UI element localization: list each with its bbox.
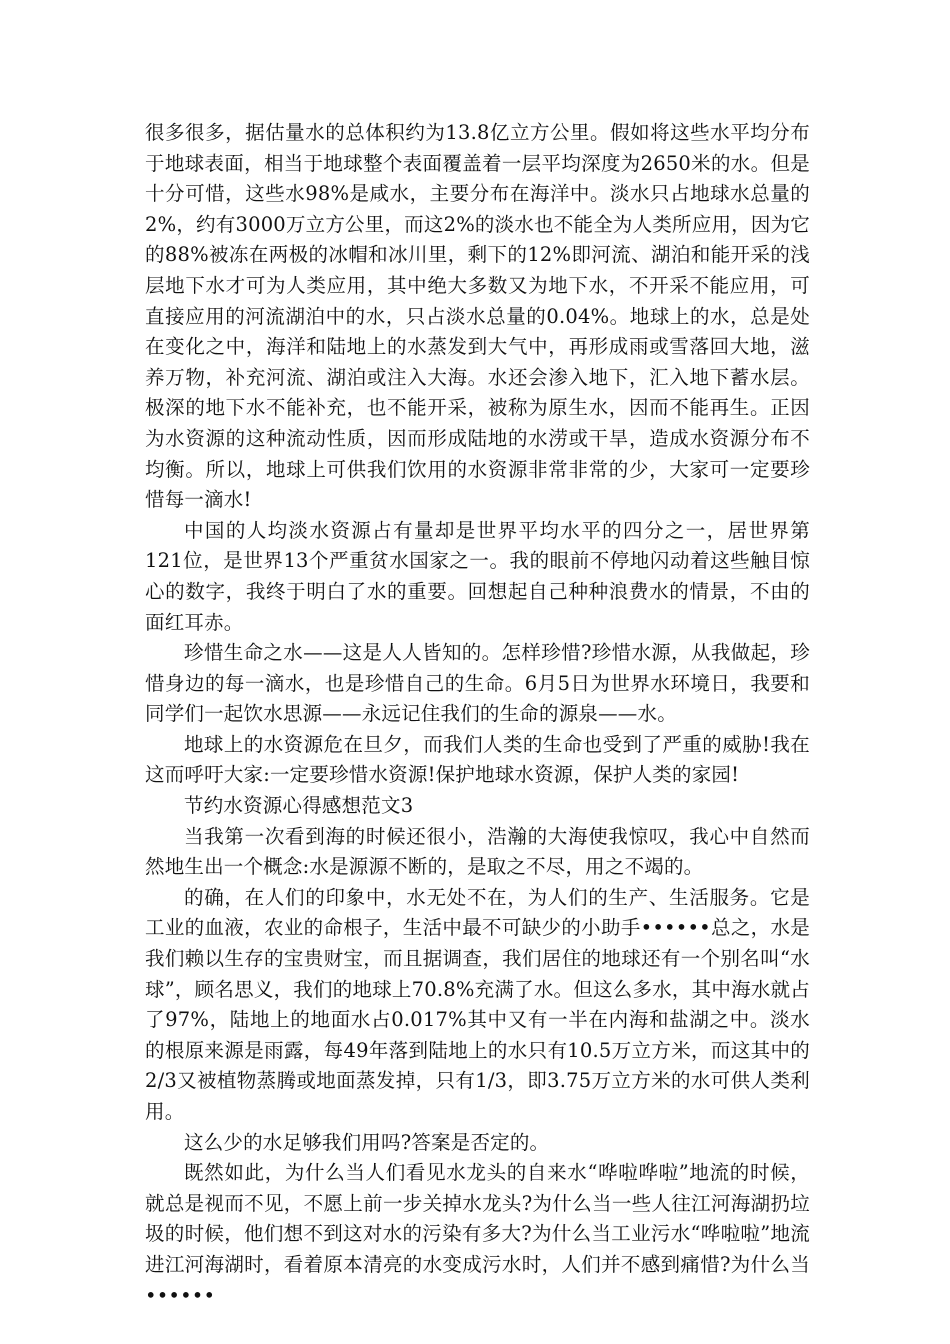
paragraph: 既然如此，为什么当人们看见水龙头的自来水“哗啦哗啦”地流的时候，就总是视而不见，不愿上前一步关掉水龙头?为什么当一些人往江河海湖扔垃圾的时候，他们想不到这对水的污染有多大?为什么当工业污水“哗啦啦”地流进江河海湖时，看着原本清亮的水变成污水时，人们并不感到痛惜?为什么当•••••• (145, 1161, 810, 1307)
paragraph-continued: 很多很多，据估量水的总体积约为13.8亿立方公里。假如将这些水平均分布于地球表面，相当于地球整个表面覆盖着一层平均深度为2650米的水。但是十分可惜，这些水98%是咸水，主要分布在海洋中。淡水只占地球水总量的2%，约有3000万立方公里，而这2%的淡水也不能全为人类所应用，因为它的88%被冻在两极的冰帽和冰川里，剩下的12%即河流、湖泊和能开采的浅层地下水才可为人类应用，其中绝大多数又为地下水，不开采不能应用，可直接应用的河流湖泊中的水，只占淡水总量的0.04%。地球上的水，总是处在变化之中，海洋和陆地上的水蒸发到大气中，再形成雨或雪落回大地，滋养万物，补充河流、湖泊或注入大海。水还会渗入地下，汇入地下蓄水层。极深的地下水不能补充，也不能开采，被称为原生水，因而不能再生。正因为水资源的这种流动性质，因而形成陆地的水涝或干旱，造成水资源分布不均衡。所以，地球上可供我们饮用的水资源非常非常的少，大家可一定要珍惜每一滴水! (145, 121, 810, 512)
document-body (145, 118, 810, 1311)
paragraph: 的确，在人们的印象中，水无处不在，为人们的生产、生活服务。它是工业的血液，农业的命根子，生活中最不可缺少的小助手••••••总之，水是我们赖以生存的宝贵财宝，而且据调查，我们居住的地球还有一个别名叫“水球”，顾名思义，我们的地球上70.8%充满了水。但这么多水，其中海水就占了97%，陆地上的地面水占0.017%其中又有一半在内海和盐湖之中。淡水的根原来源是雨露，每49年落到陆地上的水只有10.5万立方米，而这其中的2/3又被植物蒸腾或地面蒸发掉，只有1/3，即3.75万立方米的水可供人类利用。 (145, 885, 810, 1123)
paragraph: 当我第一次看到海的时候还很小，浩瀚的大海使我惊叹，我心中自然而然地生出一个概念:水是源源不断的，是取之不尽，用之不竭的。 (145, 824, 810, 879)
paragraph: 这么少的水足够我们用吗?答案是否定的。 (184, 1130, 550, 1154)
paragraph: 珍惜生命之水——这是人人皆知的。怎样珍惜?珍惜水源，从我做起，珍惜身边的每一滴水，也是珍惜自己的生命。6月5日为世界水环境日，我要和同学们一起饮水思源——永远记住我们的生命的源泉——水。 (145, 641, 810, 726)
section-heading: 节约水资源心得感想范文3 (184, 794, 414, 818)
paragraph: 中国的人均淡水资源占有量却是世界平均水平的四分之一，居世界第121位，是世界13个严重贫水国家之一。我的眼前不停地闪动着这些触目惊心的数字，我终于明白了水的重要。回想起自己种种浪费水的情景，不由的面红耳赤。 (145, 518, 810, 634)
paragraph: 地球上的水资源危在旦夕，而我们人类的生命也受到了严重的威胁!我在这而呼吁大家:一定要珍惜水资源!保护地球水资源，保护人类的家园! (145, 732, 810, 787)
